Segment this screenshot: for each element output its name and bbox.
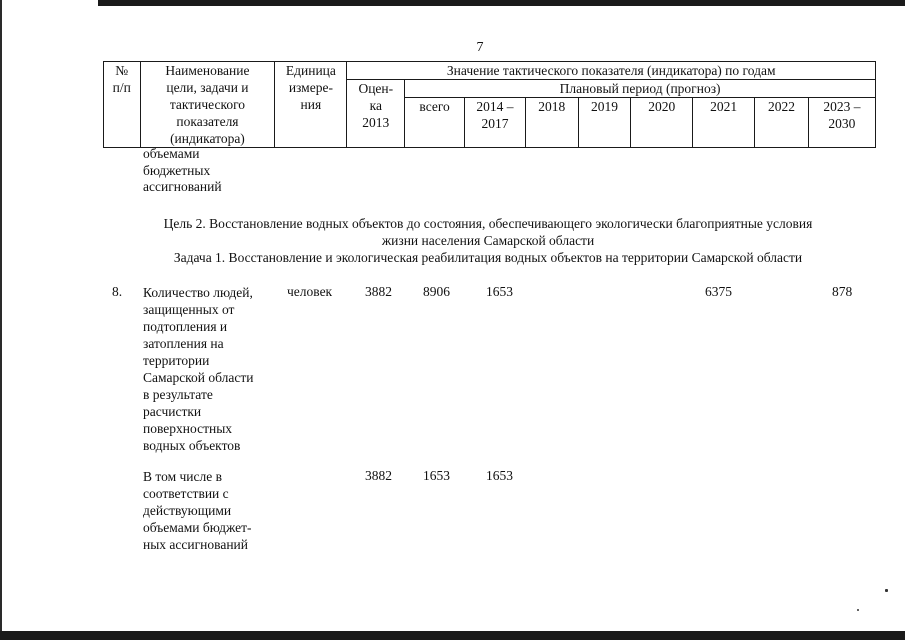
- subrow-name: В том числе в соответствии с действующими объемами бюджет- ных ассигнований: [143, 469, 252, 552]
- scan-top-edge: [98, 0, 905, 6]
- header-2021: 2021: [693, 98, 755, 148]
- header-no: № п/п: [104, 62, 141, 148]
- task-heading: Задача 1. Восстановление и экологическая реабилитация водных объектов на территории Самарской области: [173, 250, 803, 265]
- row8-unit: человек: [287, 284, 333, 299]
- row8-number: 8.: [112, 284, 123, 299]
- goal-heading: Цель 2. Восстановление водных объектов до состояния, обеспечивающего экологически благоприятные условия жизни населения Самарской области: [163, 216, 813, 248]
- scan-speck: [857, 609, 859, 611]
- header-plan-period: Плановый период (прогноз): [405, 80, 876, 98]
- row8-name: Количество людей, защищенных от подтопления и затопления на территории Самарской области в результате расчистки поверхностных водных объектов: [143, 285, 254, 453]
- header-2022: 2022: [755, 98, 809, 148]
- header-name: Наименование цели, задачи и тактического показателя (индикатора): [140, 62, 275, 148]
- header-estimate: Оцен- ка 2013: [347, 80, 405, 148]
- row8-2021: 6375: [705, 284, 732, 299]
- header-unit: Единица измере- ния: [275, 62, 347, 148]
- subrow-2014-2017: 1653: [486, 468, 513, 483]
- header-2019: 2019: [578, 98, 631, 148]
- header-value-group: Значение тактического показателя (индикатора) по годам: [347, 62, 876, 80]
- row8-estimate-2013: 3882: [365, 284, 392, 299]
- scan-bottom-edge: [0, 631, 905, 640]
- continued-text: объемами бюджетных ассигнований: [143, 146, 222, 194]
- header-2014-2017: 2014 – 2017: [465, 98, 526, 148]
- header-2018: 2018: [525, 98, 578, 148]
- table-header: [103, 61, 876, 148]
- subrow-total: 1653: [423, 468, 450, 483]
- subrow-estimate-2013: 3882: [365, 468, 392, 483]
- scan-speck: [885, 589, 888, 592]
- header-2023-2030: 2023 – 2030: [808, 98, 875, 148]
- row8-2023-2030: 878: [832, 284, 853, 299]
- row8-total: 8906: [423, 284, 450, 299]
- scan-left-edge: [0, 0, 2, 640]
- header-2020: 2020: [631, 98, 693, 148]
- row8-2014-2017: 1653: [486, 284, 513, 299]
- page-number: 7: [476, 40, 484, 55]
- header-total: всего: [405, 98, 465, 148]
